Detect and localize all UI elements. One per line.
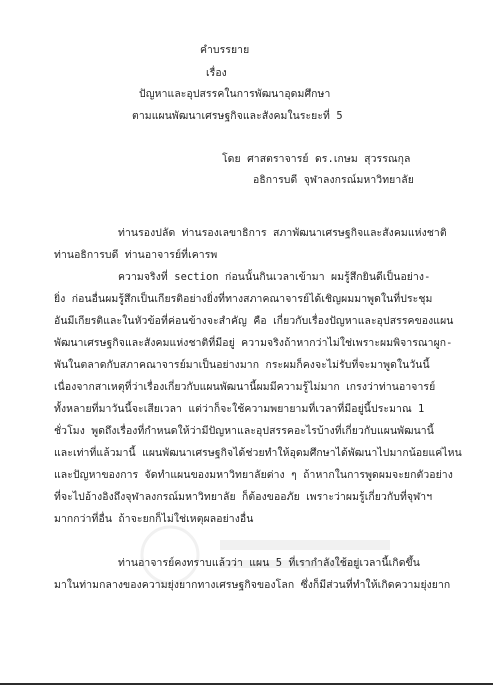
- body-line-14: มากกว่าที่อื่น ถ้าจะยกก็ไม่ใช่เหตุผลอย่างอื่น: [54, 513, 254, 525]
- body-line-12: และปัญหาของการ จัดทำแผนของมหาวิทยาลัยต่าง ๆ ถ้าหากในการพูดผมจะยกตัวอย่าง: [54, 469, 453, 481]
- author-name: โดย ศาสตราจารย์ ดร.เกษม สุวรรณกุล: [222, 153, 411, 165]
- body-line-7: พันในตลาดกับสภาคณาจารย์มาเป็นอย่างมาก กระผมก็คงจะไม่รับที่จะมาพูดในวันนี้: [54, 359, 430, 371]
- body-line-6: พัฒนาเศรษฐกิจและสังคมแห่งชาติที่มีอยู่ ความจริงถ้าหากว่าไม่ใช่เพราะผมพิจารณาผูก-: [54, 337, 453, 349]
- body-line-16: มาในท่ามกลางของความยุ่งยากทางเศรษฐกิจของโลก ซึ่งก็มีส่วนที่ทำให้เกิดความยุ่งยาก: [54, 579, 451, 591]
- author-position: อธิการบดี จุฬาลงกรณ์มหาวิทยาลัย: [253, 174, 414, 186]
- heading-subtitle: ตามแผนพัฒนาเศรษฐกิจและสังคมในระยะที่ 5: [132, 110, 343, 122]
- body-line-4: ยิ่ง ก่อนอื่นผมรู้สึกเป็นเกียรติอย่างยิ่งที่ทางสภาคณาจารย์ได้เชิญผมมาพูดในที่ประชุม: [54, 293, 433, 305]
- body-line-2: ท่านอธิการบดี ท่านอาจารย์ที่เคารพ: [54, 249, 218, 261]
- body-line-3: ความจริงที่ section ก่อนนั้นกินเวลาเข้ามา ผมรู้สึกยินดีเป็นอย่าง-: [118, 271, 431, 283]
- body-line-1: ท่านรองปลัด ท่านรองเลขาธิการ สภาพัฒนาเศรษฐกิจและสังคมแห่งชาติ: [118, 227, 447, 239]
- body-line-15: ท่านอาจารย์คงทราบแล้วว่า แผน 5 ที่เรากำลังใช้อยู่เวลานี้เกิดขึ้น: [118, 557, 420, 569]
- heading-subject: เรื่อง: [206, 67, 227, 79]
- body-line-5: อันมีเกียรติและในหัวข้อที่ค่อนข้างจะสำคัญ คือ เกี่ยวกับเรื่องปัญหาและอุปสรรคของแผน: [54, 315, 454, 327]
- heading-lecture: คำบรรยาย: [200, 44, 250, 56]
- body-line-13: ที่จะไปอ้างอิงถึงจุฬาลงกรณ์มหาวิทยาลัย ก็ต้องขออภัย เพราะว่าผมรู้เกี่ยวกับที่จุฬาฯ: [54, 491, 433, 503]
- body-line-9: ทั้งหลายที่มาวันนี้จะเสียเวลา แต่ว่าก็จะใช้ความพยายามที่เวลาที่มีอยู่นี้ประมาณ 1: [54, 403, 425, 415]
- body-line-11: และเท่าที่แล้วมานี้ แผนพัฒนาเศรษฐกิจได้ช่วยทำให้อุดมศึกษาได้พัฒนาไปมากน้อยแค่ไหน: [54, 447, 462, 459]
- heading-title: ปัญหาและอุปสรรคในการพัฒนาอุดมศึกษา: [139, 88, 331, 100]
- body-line-8: เนื่องจากสาเหตุที่ว่าเรื่องเกี่ยวกับแผนพัฒนานี้ผมมีความรู้ไม่มาก เกรงว่าท่านอาจารย์: [54, 381, 436, 393]
- body-line-10: ชั่วโมง พูดถึงเรื่องที่กำหนดให้ว่ามีปัญหาและอุปสรรคอะไรบ้างที่เกี่ยวกับแผนพัฒนานี้: [54, 425, 434, 437]
